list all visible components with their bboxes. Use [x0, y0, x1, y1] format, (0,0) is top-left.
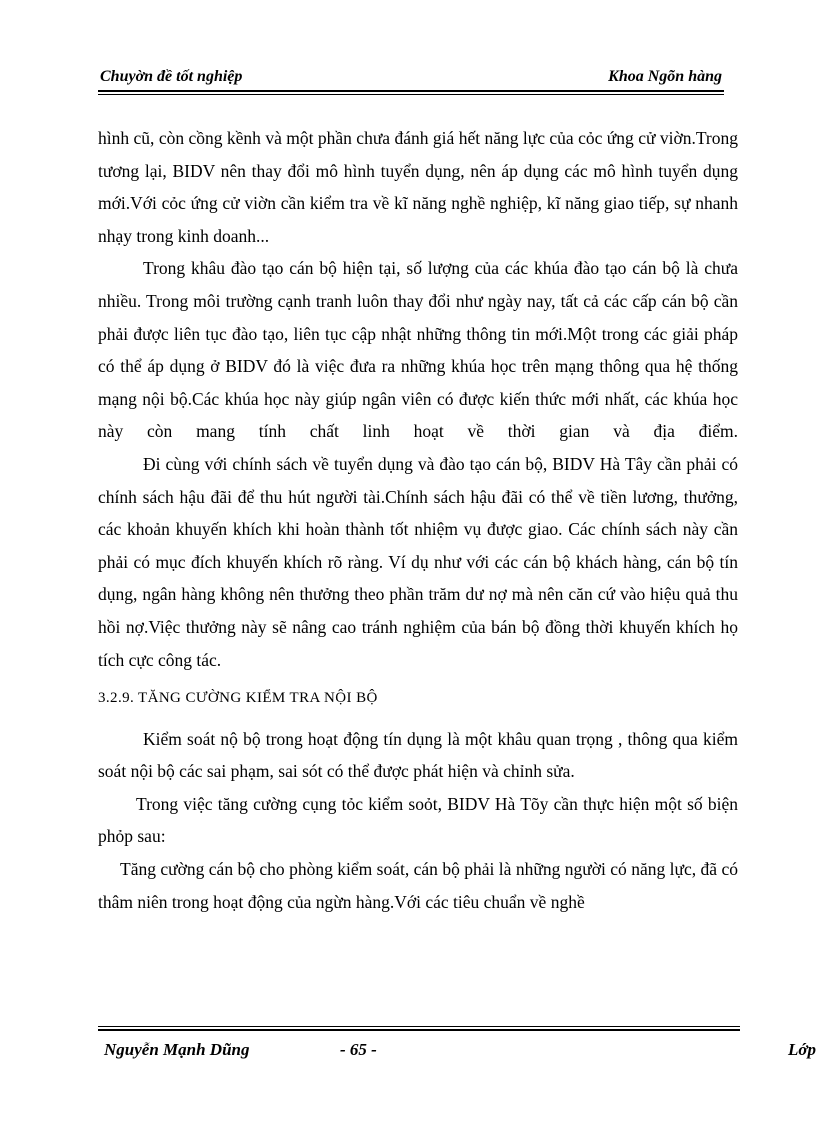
footer-rule-thin — [98, 1026, 740, 1027]
paragraph-staffing: Tăng cường cán bộ cho phòng kiểm soát, cán bộ phải là những người có năng lực, đã có thâm niên trong hoạt động của ngừn hàng.Với các tiêu chuẩn về nghề — [98, 859, 738, 912]
paragraph-internal-control: Kiểm soát nộ bộ trong hoạt động tín dụng là một khâu quan trọng , thông qua kiểm soát nội bộ các sai phạm, sai sót có thể được phát hiện và chỉnh sửa. — [98, 728, 738, 782]
header-rule-thick — [98, 90, 724, 92]
paragraph-compensation: Đi cùng với chính sách về tuyển dụng và đào tạo cán bộ, BIDV Hà Tây cần phải có chính sách hậu đãi để thu hút người tài.Chính sách hậu đãi có thể về tiền lương, thưởng, các khoản khuyến khích khi hoàn thành tốt nhiệm vụ được giao. Các chính sách này cần phải có mục đích khuyến khích rõ ràng. Ví dụ như với các cán bộ khách hàng, cán bộ tín dụng, ngân hàng không nên thưởng theo phần trăm dư nợ mà nên căn cứ vào hiệu quả thu hồi nợ.Việc thưởng này sẽ nâng cao tránh nghiệm của bán bộ đồng thời khuyến khích họ tích cực công tác. — [98, 453, 738, 670]
header-department: Khoa Ngõn hàng — [608, 68, 722, 85]
page-number: - 65 - — [340, 1040, 377, 1059]
header-thesis-title: Chuyờn đề tốt nghiệp — [100, 68, 243, 85]
footer-author: Nguyễn Mạnh Dũng — [104, 1040, 250, 1059]
paragraph-recruitment: hình cũ, còn cồng kềnh và một phần chưa đánh giá hết năng lực của cỏc ứng cử viờn.Trong tương lại, BIDV nên thay đổi mô hình tuyển dụng, nên áp dụng các mô hình tuyển dụng mới.Với cỏc ứng cử viờn cần kiểm tra về kĩ năng nghề nghiệp, kĩ năng giao tiếp, sự nhanh nhạy trong kinh doanh... — [98, 128, 738, 246]
page-footer — [98, 1040, 816, 1070]
footer-class: Lớp — [788, 1040, 816, 1059]
footer-rule-thick — [98, 1029, 740, 1031]
paragraph-measures-intro: Trong việc tăng cường cụng tỏc kiểm soỏt, BIDV Hà Tõy cần thực hiện một số biện phỏp sau: — [98, 793, 738, 847]
section-heading: 3.2.9. TĂNG CƯỜNG KIỂM TRA NỘI BỘ — [98, 690, 378, 707]
document-body — [98, 122, 738, 918]
header-rule-thin — [98, 94, 724, 95]
paragraph-training: Trong khâu đào tạo cán bộ hiện tại, số lượng của các khúa đào tạo cán bộ là chưa nhiều. Trong môi trường cạnh tranh luôn thay đổi như ngày nay, tất cả các cấp cán bộ cần phải được liên tục đào tạo, liên tục cập nhật những thông tin mới.Một trong các giải pháp có thể áp dụng ở BIDV đó là việc đưa ra những khúa học trên mạng thông qua hệ thống mạng nội bộ.Các khúa học này giúp ngân viên có được kiến thức mới nhất, các khúa học này còn mang tính chất linh hoạt về thời gian và địa điểm. — [98, 258, 738, 442]
page-header — [98, 66, 724, 90]
